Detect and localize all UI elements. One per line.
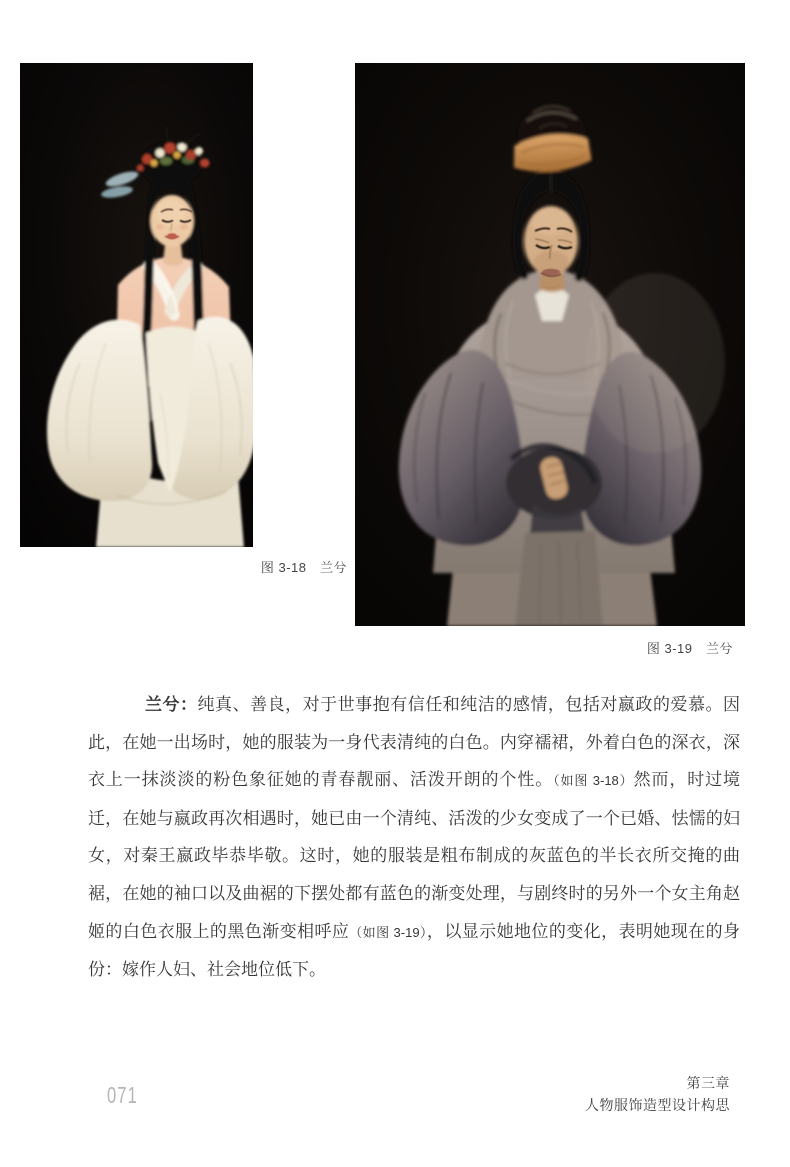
paragraph-segment: 纯真、善良，对于世事抱有信任和纯洁的感情，包括对嬴政的爱慕。因此，在她一出场时，她的服装为一身代表清纯的白色。内穿襦裙，外着白色的深衣，深衣上一抹淡淡的粉色象征她的青春靓丽、活泼开朗的个性。 bbox=[88, 695, 741, 790]
chapter-footer bbox=[585, 1072, 730, 1116]
caption-figure-3-18: 图 3-18 兰兮 bbox=[260, 560, 347, 575]
figure-reference-3-18: （如图 3-18） bbox=[553, 773, 634, 789]
paragraph-segment: ，以显示她地位的变化，表明她现在的身份：嫁作人妇、社会地位低下。 bbox=[88, 921, 741, 980]
photo-lanxi-white-costume bbox=[20, 63, 253, 547]
caption-figure-3-19: 图 3-19 兰兮 bbox=[646, 641, 733, 656]
photo-lanxi-gray-costume bbox=[355, 63, 745, 626]
photo-figure-3-18 bbox=[20, 63, 253, 547]
page-number: 071 bbox=[107, 1082, 138, 1108]
figure-reference-3-19: （如图 3-19） bbox=[349, 924, 427, 940]
photo-figure-3-19 bbox=[355, 63, 745, 626]
paragraph-segment: 然而，时过境迁，在她与嬴政再次相遇时，她已由一个清纯、活泼的少女变成了一个已婚、怯懦的妇女，对秦王嬴政毕恭毕敬。这时，她的服装是粗布制成的灰蓝色的半长衣所交掩的曲裾，在她的袖口以及曲裾的下摆处都有蓝色的渐变处理，与剧终时的另外一个女主角赵姬的白色衣服上的黑色渐变相呼应 bbox=[88, 770, 741, 941]
paragraph-lead-term: 兰兮： bbox=[145, 695, 198, 714]
chapter-title: 第三章 bbox=[686, 1075, 730, 1091]
body-paragraph bbox=[88, 686, 740, 989]
chapter-subtitle: 人物服饰造型设计构思 bbox=[585, 1097, 730, 1113]
